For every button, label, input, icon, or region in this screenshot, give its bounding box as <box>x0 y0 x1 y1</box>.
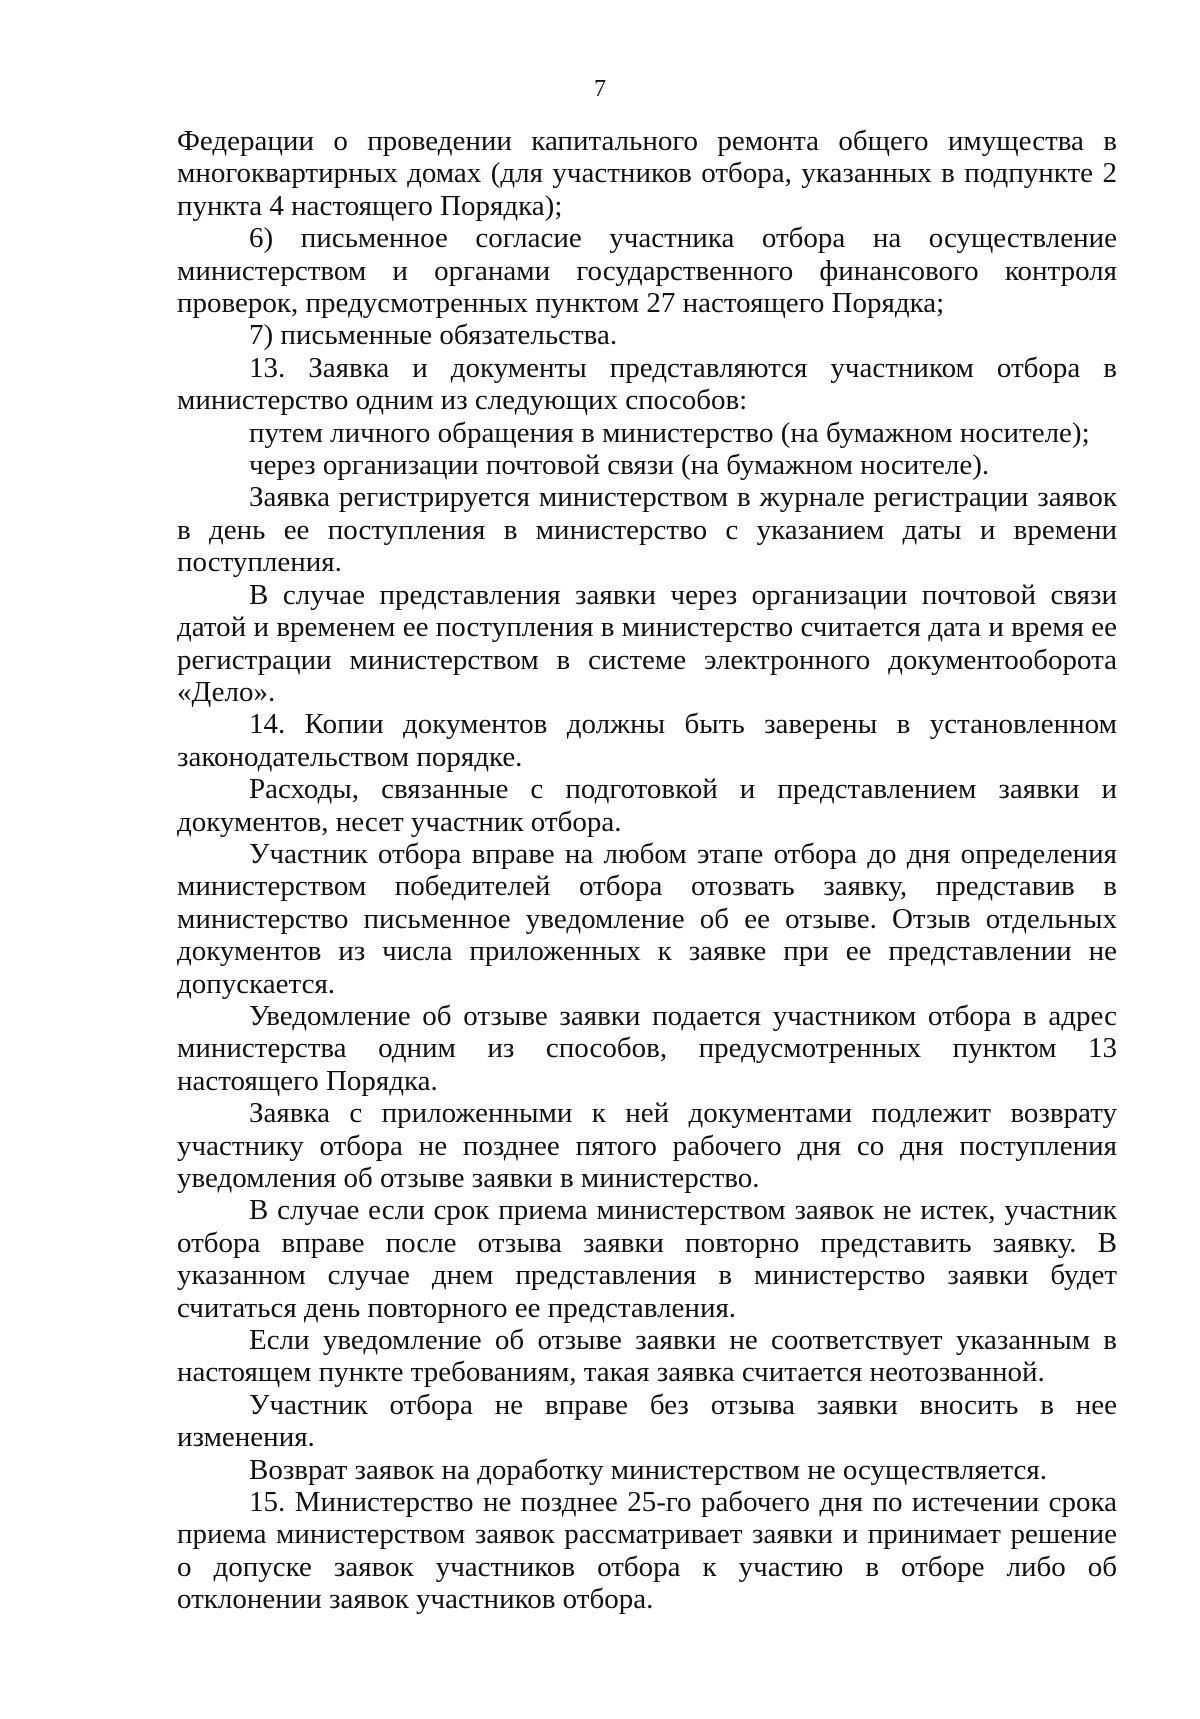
paragraph: В случае представления заявки через организации почтовой связи датой и временем ее поступления в министерство считается дата и время ее регистрации министерством в системе электронного документооборота «Дело». <box>177 578 1117 708</box>
page-number: 7 <box>594 76 606 102</box>
paragraph: Возврат заявок на доработку министерством не осуществляется. <box>249 1453 1047 1486</box>
paragraph: Участник отбора не вправе без отзыва заявки вносить в нее изменения. <box>177 1388 1117 1454</box>
paragraph: Участник отбора вправе на любом этапе отбора до дня определения министерством победителей отбора отозвать заявку, представив в министерство письменное уведомление об ее отзыве. Отзыв отдельных документов из числа приложенных к заявке при ее представлении не допускается. <box>177 837 1117 1000</box>
paragraph: Заявка регистрируется министерством в журнале регистрации заявок в день ее поступления в министерство с указанием даты и времени поступления. <box>177 481 1117 579</box>
paragraph: через организации почтовой связи (на бумажном носителе). <box>249 449 990 482</box>
document-body <box>177 125 1117 1616</box>
paragraph: Уведомление об отзыве заявки подается участником отбора в адрес министерства одним из способов, предусмотренных пунктом 13 настоящего Порядка. <box>177 999 1117 1097</box>
paragraph: 7) письменные обязательства. <box>249 319 618 352</box>
paragraph: путем личного обращения в министерство (на бумажном носителе); <box>249 416 1090 449</box>
paragraph: 13. Заявка и документы представляются участником отбора в министерство одним из следующих способов: <box>177 351 1117 417</box>
paragraph: В случае если срок приема министерством заявок не истек, участник отбора вправе после отзыва заявки повторно представить заявку. В указанном случае днем представления в министерство заявки будет считаться день повторного ее представления. <box>177 1194 1117 1324</box>
paragraph: Если уведомление об отзыве заявки не соответствует указанным в настоящем пункте требованиям, такая заявка считается неотозванной. <box>177 1324 1117 1389</box>
paragraph: Заявка с приложенными к ней документами подлежит возврату участнику отбора не позднее пятого рабочего дня со дня поступления уведомления об отзыве заявки в министерство. <box>177 1097 1117 1194</box>
paragraph: 14. Копии документов должны быть заверены в установленном законодательством порядке. <box>177 708 1117 773</box>
paragraph: 6) письменное согласие участника отбора на осуществление министерством и органами государственного финансового контроля проверок, предусмотренных пунктом 27 настоящего Порядка; <box>177 222 1117 320</box>
paragraph: 15. Министерство не позднее 25-го рабочего дня по истечении срока приема министерством заявок рассматривает заявки и принимает решение о допуске заявок участников отбора к участию в отборе либо об отклонении заявок участников отбора. <box>177 1486 1117 1616</box>
paragraph: Расходы, связанные с подготовкой и представлением заявки и документов, несет участник отбора. <box>177 773 1117 838</box>
paragraph: Федерации о проведении капитального ремонта общего имущества в многоквартирных домах (для участников отбора, указанных в подпункте 2 пункта 4 настоящего Порядка); <box>177 125 1117 222</box>
